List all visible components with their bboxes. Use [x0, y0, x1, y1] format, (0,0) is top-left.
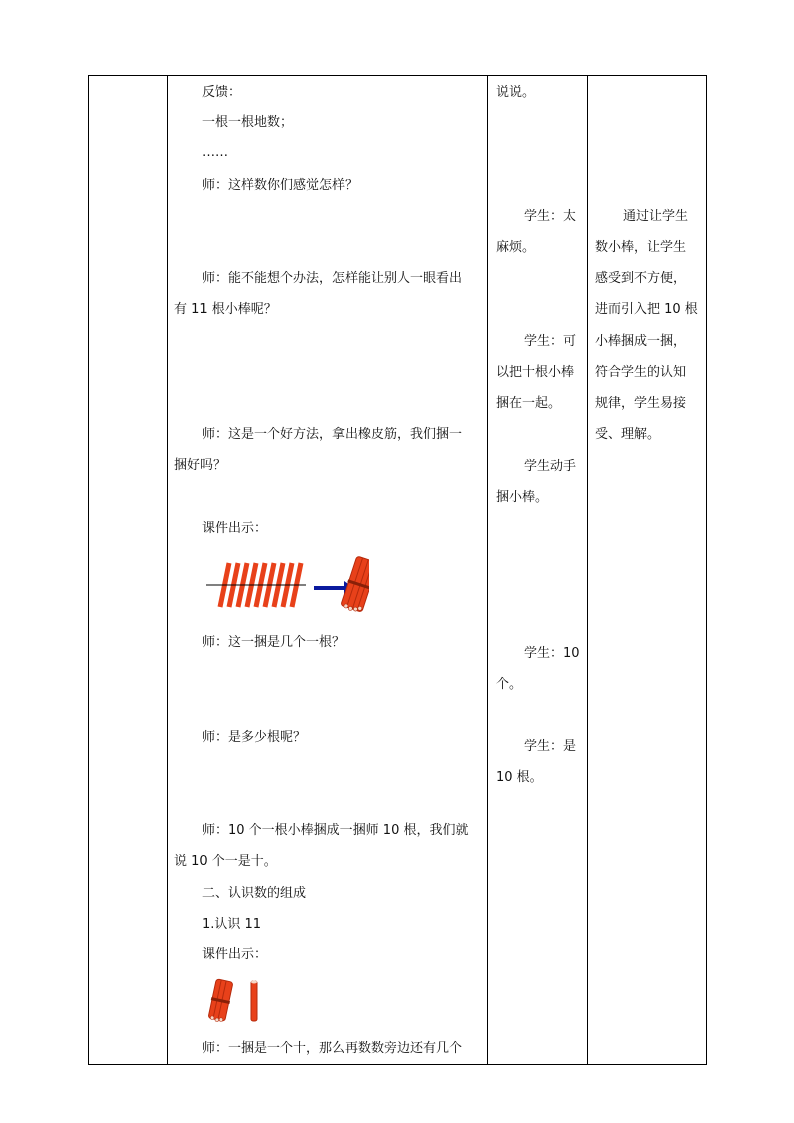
table-top-border: [88, 75, 707, 76]
table-left-border: [88, 75, 89, 1065]
sticks-to-bundle-illustration: [204, 555, 369, 617]
teacher-text-question-method-2: 有 11 根小棒呢？: [174, 302, 277, 317]
student-text-bundle-idea-3: 捆在一起。: [496, 396, 562, 411]
student-text-answer-10-sticks-2: 10 根。: [496, 770, 543, 785]
student-text-answer-10-sticks-1: 学生：是: [524, 739, 577, 754]
teacher-text-how-many-sticks: 师：是多少根呢？: [202, 730, 307, 745]
teacher-text-how-many-ones: 师：这一捆是几个一根？: [202, 635, 346, 650]
teacher-text-ten-ones-2: 说 10 个一是十。: [174, 854, 277, 869]
teacher-text-ellipsis: ……: [202, 145, 228, 160]
single-stick-image: [251, 981, 257, 1022]
teacher-text-ten-ones-1: 师：10 个一根小棒捆成一捆师 10 根，我们就: [202, 823, 469, 838]
teacher-text-courseware-1: 课件出示：: [202, 521, 268, 536]
intent-text-4: 进而引入把 10 根: [595, 302, 698, 317]
teacher-text-courseware-2: 课件出示：: [202, 947, 268, 962]
intent-text-3: 感受到不方便，: [595, 271, 687, 286]
teacher-text-question-method-1: 师：能不能想个办法，怎样能让别人一眼看出: [202, 271, 463, 286]
student-text-bundle-idea-1: 学生：可: [524, 334, 577, 349]
student-text-answer-10-2: 个。: [496, 677, 523, 692]
bundle-and-single-stick-illustration: [206, 978, 266, 1026]
column-divider-1: [167, 75, 168, 1065]
teacher-text-one-bundle-is-ten: 师：一捆是一个十，那么再数数旁边还有几个: [202, 1041, 463, 1056]
student-text-too-troublesome-2: 麻烦。: [496, 240, 536, 255]
student-text-answer-10-1: 学生：10: [524, 646, 580, 661]
intent-text-7: 规律，学生易接: [595, 396, 687, 411]
table-bottom-border: [88, 1064, 707, 1065]
column-divider-3: [587, 75, 588, 1065]
intent-text-5: 小棒捆成一捆，: [595, 334, 687, 349]
section-heading-composition: 二、认识数的组成: [202, 886, 307, 901]
ten-loose-sticks-image: [206, 563, 306, 607]
teacher-text-question-feeling: 师：这样数你们感觉怎样？: [202, 178, 359, 193]
teacher-text-count-one-by-one: 一根一根地数；: [202, 115, 294, 130]
subsection-heading-know-11: 1.认识 11: [202, 917, 262, 932]
student-text-bundle-idea-2: 以把十根小棒: [496, 365, 575, 380]
student-text-bundle-hands-on-2: 捆小棒。: [496, 490, 549, 505]
student-text-bundle-hands-on-1: 学生动手: [524, 459, 577, 474]
intent-text-6: 符合学生的认知: [595, 365, 687, 380]
student-text-too-troublesome-1: 学生：太: [524, 209, 577, 224]
intent-text-1: 通过让学生: [623, 209, 689, 224]
stick-bundle-image: [207, 979, 234, 1024]
intent-text-2: 数小棒，让学生: [595, 240, 687, 255]
intent-text-8: 受、理解。: [595, 427, 661, 442]
teacher-text-good-method-1: 师：这是一个好方法，拿出橡皮筋，我们捆一: [202, 427, 463, 442]
column-divider-2: [487, 75, 488, 1065]
student-text-talk: 说说。: [496, 85, 536, 100]
stick-bundle-image: [339, 556, 369, 615]
teacher-text-good-method-2: 捆好吗？: [174, 458, 227, 473]
teacher-text-feedback: 反馈：: [202, 85, 242, 100]
table-right-border: [706, 75, 707, 1065]
